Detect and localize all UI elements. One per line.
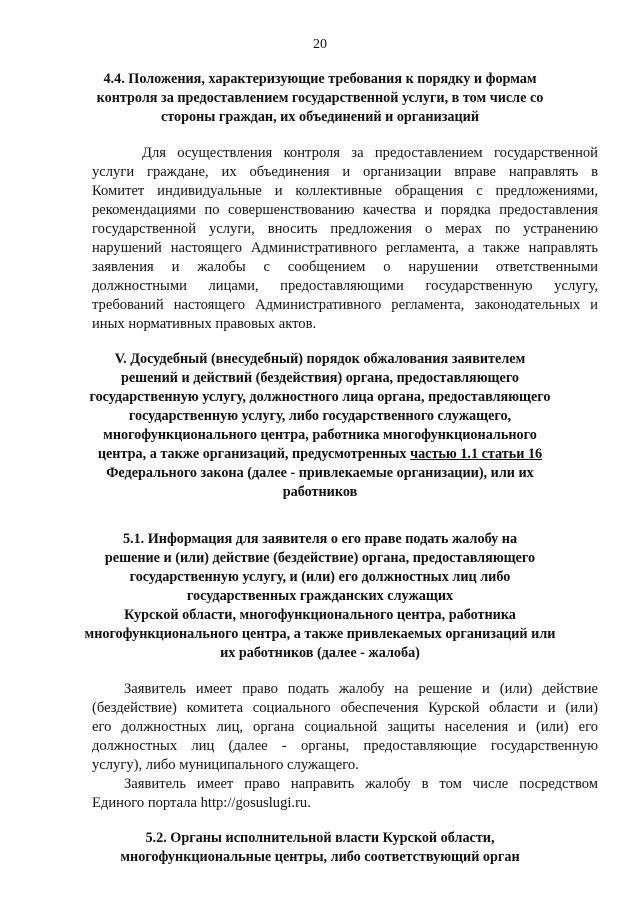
section-4-4-heading-line: стороны граждан, их объединений и организаций bbox=[160, 109, 480, 125]
section-5-1-paragraph-line: (бездействие) комитета социального обеспечения Курской области и (или) bbox=[92, 700, 598, 716]
section-5-1-paragraph-line: его должностных лиц, органа социальной защиты населения и (или) его bbox=[92, 719, 598, 735]
section-4-4-paragraph-line: нарушений настоящего Административного регламента, а также направлять bbox=[92, 240, 598, 256]
section-5-heading-text: центра, а также организаций, предусмотренных bbox=[97, 446, 411, 462]
section-5-1-heading-line: Курской области, многофункционального центра, работника bbox=[124, 607, 516, 623]
section-5-2-heading-line: 5.2. Органы исполнительной власти Курской области, bbox=[145, 830, 495, 846]
section-5-1-paragraph-line: Единого портала http://gosuslugi.ru. bbox=[92, 795, 311, 811]
section-5-1-paragraph-line: Заявитель имеет право направить жалобу в том числе посредством bbox=[124, 776, 598, 792]
section-4-4-paragraph-line: иных нормативных правовых актов. bbox=[92, 316, 317, 332]
section-5-heading-line: государственную услугу, либо государственного служащего, bbox=[128, 408, 512, 424]
section-5-1-heading-line: многофункционального центра, а также привлекаемых организаций или bbox=[84, 626, 556, 642]
section-4-4-paragraph-line: Для осуществления контроля за предоставлением государственной bbox=[142, 145, 598, 161]
section-5-1-paragraph-line: должностных лиц (далее - органы, предоставляющие государственную bbox=[92, 738, 598, 754]
section-5-2-heading-line: многофункциональные центры, либо соответствующий орган bbox=[120, 849, 520, 865]
section-5-heading-line: государственную услугу, должностного лица органа, предоставляющего bbox=[89, 389, 551, 405]
section-5-heading-line: решений и действий (бездействия) органа, предоставляющего bbox=[120, 370, 520, 386]
section-5-1-heading-line: решение и (или) действие (бездействие) органа, предоставляющего bbox=[104, 550, 536, 566]
section-5-heading-line bbox=[0, 445, 640, 463]
section-4-4-paragraph-line: требований настоящего Административного регламента, законодательных и bbox=[92, 297, 598, 313]
section-4-4-paragraph-line: рекомендациями по совершенствованию качества и порядка предоставления bbox=[92, 202, 598, 218]
section-4-4-heading-line: 4.4. Положения, характеризующие требования к порядку и формам bbox=[103, 71, 537, 87]
section-5-1-paragraph-line: Заявитель имеет право подать жалобу на решение и (или) действие bbox=[124, 681, 598, 697]
section-4-4-paragraph-line: заявления и жалобы с сообщением о нарушении ответственными bbox=[92, 259, 598, 275]
section-4-4-paragraph-line: должностными лицами, предоставляющими государственную услугу, bbox=[92, 278, 598, 294]
section-4-4-paragraph-line: услуги граждане, их объединения и организации вправе направлять в bbox=[92, 164, 598, 180]
section-4-4-heading-line: контроля за предоставлением государственной услуги, в том числе со bbox=[96, 90, 544, 106]
section-5-heading-line: Федерального закона (далее - привлекаемые организации), или их bbox=[106, 465, 534, 481]
section-5-heading-line: многофункционального центра, работника многофункционального bbox=[103, 427, 537, 443]
section-5-1-heading-line: их работников (далее - жалоба) bbox=[220, 645, 420, 661]
section-5-1-paragraph-line: услугу), либо муниципального служащего. bbox=[92, 757, 359, 773]
section-5-1-heading-line: 5.1. Информация для заявителя о его праве подать жалобу на bbox=[122, 531, 518, 547]
section-5-heading-line: V. Досудебный (внесудебный) порядок обжалования заявителем bbox=[114, 351, 526, 367]
section-4-4-paragraph-line: Комитет индивидуальные и коллективные обращения с предложениями, bbox=[92, 183, 598, 199]
section-4-4-paragraph-line: государственной услуги, вносить предложения о мерах по устранению bbox=[92, 221, 598, 237]
law-article-link[interactable]: частью 1.1 статьи 16 bbox=[410, 446, 543, 462]
page-number: 20 bbox=[313, 37, 327, 52]
section-5-1-heading-line: государственную услугу, и (или) его должностных лиц либо bbox=[129, 569, 511, 585]
section-5-heading-line: работников bbox=[282, 484, 358, 500]
section-5-1-heading-line: государственных гражданских служащих bbox=[186, 588, 454, 604]
